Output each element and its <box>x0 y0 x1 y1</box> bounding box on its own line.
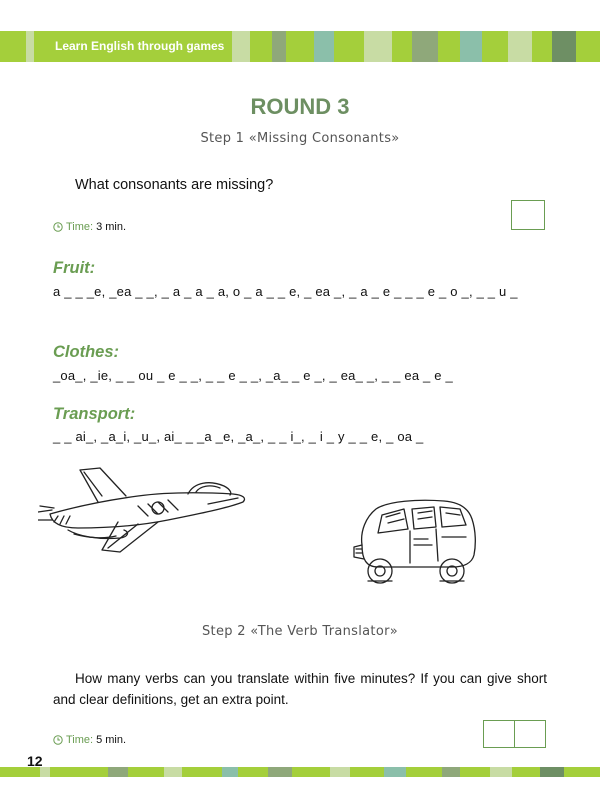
step1-time <box>53 221 126 233</box>
car-illustration <box>348 495 480 587</box>
category-text-fruit: a _ _ _e, _ea _ _, _ a _ a _ a, o _ a _ _ e, _ ea _, _ a _ e _ _ _ e _ o _, _ _ u _ <box>53 284 518 299</box>
time-value: 5 min. <box>96 734 127 746</box>
score-box-1[interactable] <box>483 720 515 748</box>
score-box-2[interactable] <box>514 720 546 748</box>
footer-banner <box>0 767 600 777</box>
time-value: 3 min. <box>96 221 127 233</box>
category-title-transport: Transport: <box>53 405 136 423</box>
category-title-fruit: Fruit: <box>53 259 96 277</box>
jet-illustration <box>38 462 250 554</box>
clock-icon <box>53 222 63 232</box>
category-title-clothes: Clothes: <box>53 343 119 361</box>
step1-question: What consonants are missing? <box>75 177 274 193</box>
step2-title: Step 2 «The Verb Translator» <box>202 624 398 639</box>
score-box[interactable] <box>511 200 545 230</box>
step1-title: Step 1 «Missing Consonants» <box>200 131 400 146</box>
banner-text: Learn English through games <box>55 39 225 53</box>
time-label: Time: <box>66 221 94 233</box>
category-text-transport: _ _ ai_, _a_i, _u_, ai_ _ _a _e, _a_, _ _ i_, _ i _ y _ _ e, _ oa _ <box>53 429 424 444</box>
step2-paragraph: How many verbs can you translate within five minutes? If you can give short and clear definitions, get an extra point. <box>53 671 547 707</box>
clock-icon <box>53 735 63 745</box>
round-title: ROUND 3 <box>250 94 350 119</box>
time-label: Time: <box>66 734 94 746</box>
page-number: 12 <box>27 753 43 769</box>
step2-time <box>53 734 126 746</box>
category-text-clothes: _oa_, _ie, _ _ ou _ e _ _, _ _ e _ _, _a_ _ e _, _ ea_ _, _ _ ea _ e _ <box>53 368 453 383</box>
